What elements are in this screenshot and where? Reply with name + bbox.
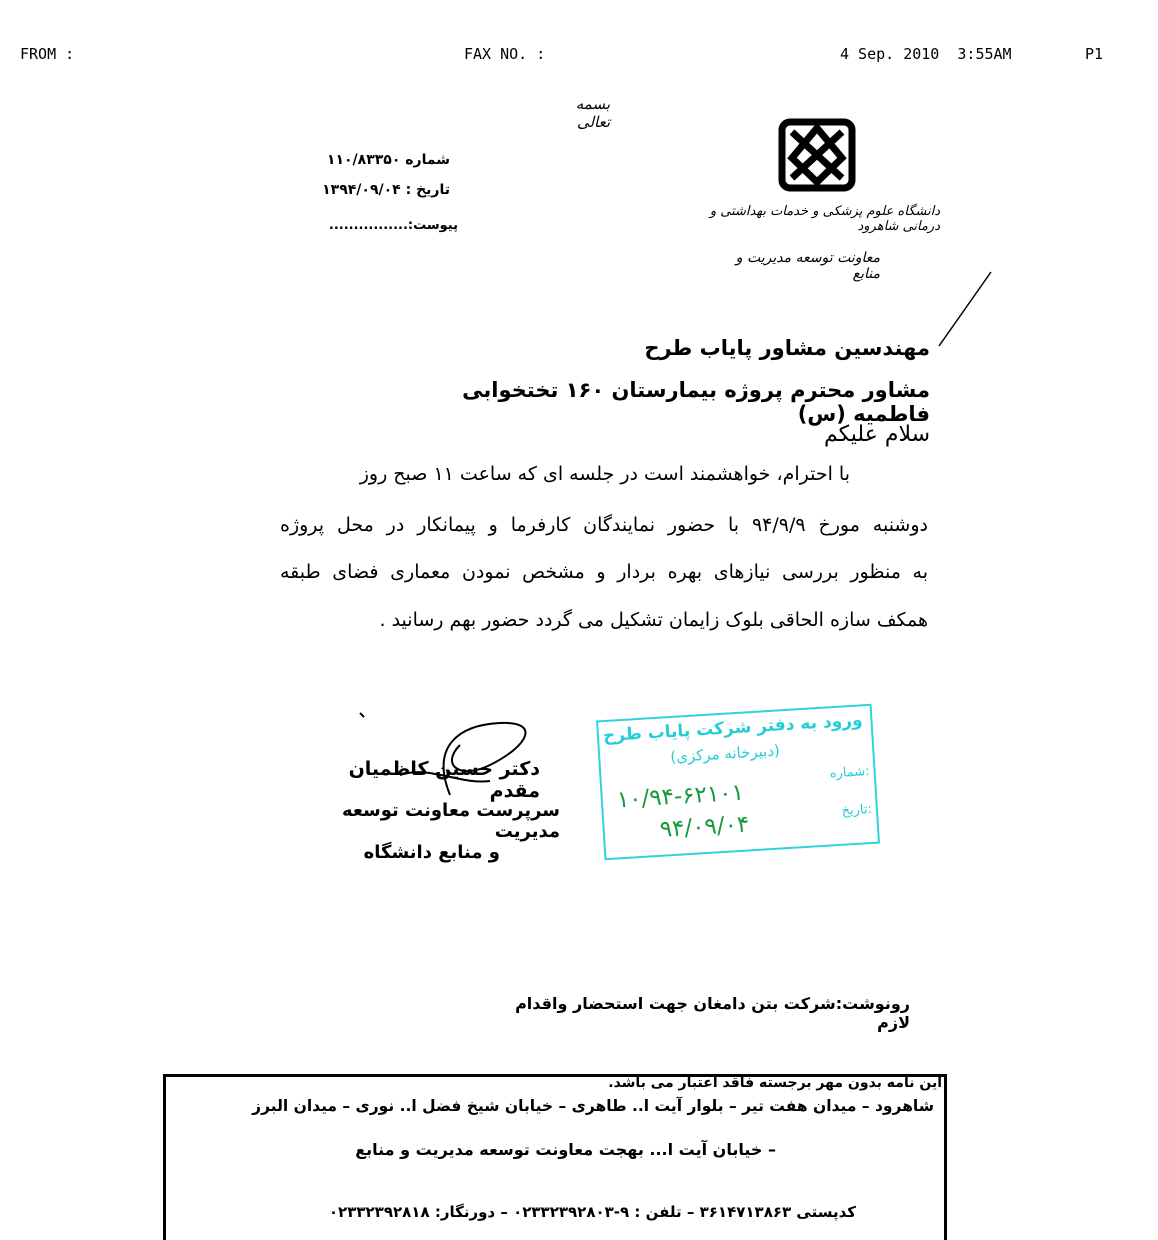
carbon-copy: رونوشت:شرکت بتن دامغان جهت استحضار واقدام لازم <box>515 994 910 1032</box>
recipient-line-2: مشاور محترم پروژه بیمارستان ۱۶۰ تختخوابی فاطمیه (س) <box>462 378 930 426</box>
letter-date: ۱۳۹۴/۰۹/۰۴ <box>322 182 401 198</box>
validity-notice: این نامه بدون مهر برجسته فاقد اعتبار می باشد. <box>608 1075 942 1091</box>
university-name: دانشگاه علوم پزشکی و خدمات بهداشتی و درمانی شاهرود <box>709 204 940 234</box>
stamp-number: ۱۰/۹۴-۶۲۱۰۱ <box>616 779 745 814</box>
signatory-name: دکتر حسین کاظمیان مقدم <box>348 758 540 802</box>
body-line: دوشنبه مورخ ۹۴/۹/۹ با حضور نمایندگان کارفرما و پیمانکار در محل پروژه <box>280 514 928 536</box>
attachment-label: پیوست: <box>407 218 458 233</box>
footer-contact: کدپستی ۳۶۱۴۷۱۳۸۶۳ – تلفن : ۹-۰۲۳۳۲۳۹۲۸۰۳ – دورنگار: ۰۲۳۳۲۳۹۲۸۱۸ <box>328 1203 856 1221</box>
department-name: معاونت توسعه مدیریت و منابع <box>735 250 880 282</box>
fax-page-number: P1 <box>1085 45 1104 63</box>
attachment-value: ................ <box>328 218 408 233</box>
letter-date-row <box>290 182 450 198</box>
fax-from: FROM : <box>20 45 75 63</box>
greeting: سلام علیکم <box>823 422 930 447</box>
slash-mark <box>935 268 995 350</box>
letter-date-label: تاریخ : <box>405 182 450 198</box>
signatory-title-cont: و منابع دانشگاه <box>363 842 500 863</box>
letter-number-row <box>290 152 450 168</box>
letter-number: ۱۱۰/۸۳۳۵۰ <box>326 152 401 168</box>
signatory-title: سرپرست معاونت توسعه مدیریت <box>341 800 560 842</box>
university-logo <box>778 118 856 192</box>
invocation: بسمه تعالی <box>575 95 610 131</box>
fax-datetime: 4 Sep. 2010 3:55AM <box>840 45 1012 63</box>
stamp-subtitle: (دبیرخانه مرکزی) <box>669 741 781 767</box>
stamp-date: ۹۴/۰۹/۰۴ <box>658 811 751 843</box>
stamp-title: ورود به دفتر شرکت پایاب طرح <box>602 710 864 747</box>
attachment-row <box>290 218 458 233</box>
fax-number: FAX NO. : <box>464 45 546 63</box>
footer-address-1: شاهرود – میدان هفت تیر – بلوار آیت ا.. طاهری – خیابان شیخ فضل ا.. نوری – میدان البرز <box>252 1097 934 1115</box>
stamp-date-label: تاریخ: <box>841 801 873 819</box>
stamp-number-label: شماره: <box>829 763 871 782</box>
body-line: همکف سازه الحاقی بلوک زایمان تشکیل می گردد حضور بهم رسانید . <box>379 609 928 631</box>
receipt-stamp <box>596 704 880 861</box>
footer-box <box>163 1074 947 1240</box>
recipient-line-1: مهندسین مشاور پایاب طرح <box>644 336 930 360</box>
footer-address-2: – خیابان آیت ا... بهجت معاونت توسعه مدیریت و منابع <box>355 1140 776 1159</box>
body-line: به منظور بررسی نیازهای بهره بردار و مشخص نمودن معماری فضای طبقه <box>280 561 928 583</box>
body-line: با احترام، خواهشمند است در جلسه ای که ساعت ۱۱ صبح روز <box>359 463 850 485</box>
letter-number-label: شماره <box>405 152 450 168</box>
